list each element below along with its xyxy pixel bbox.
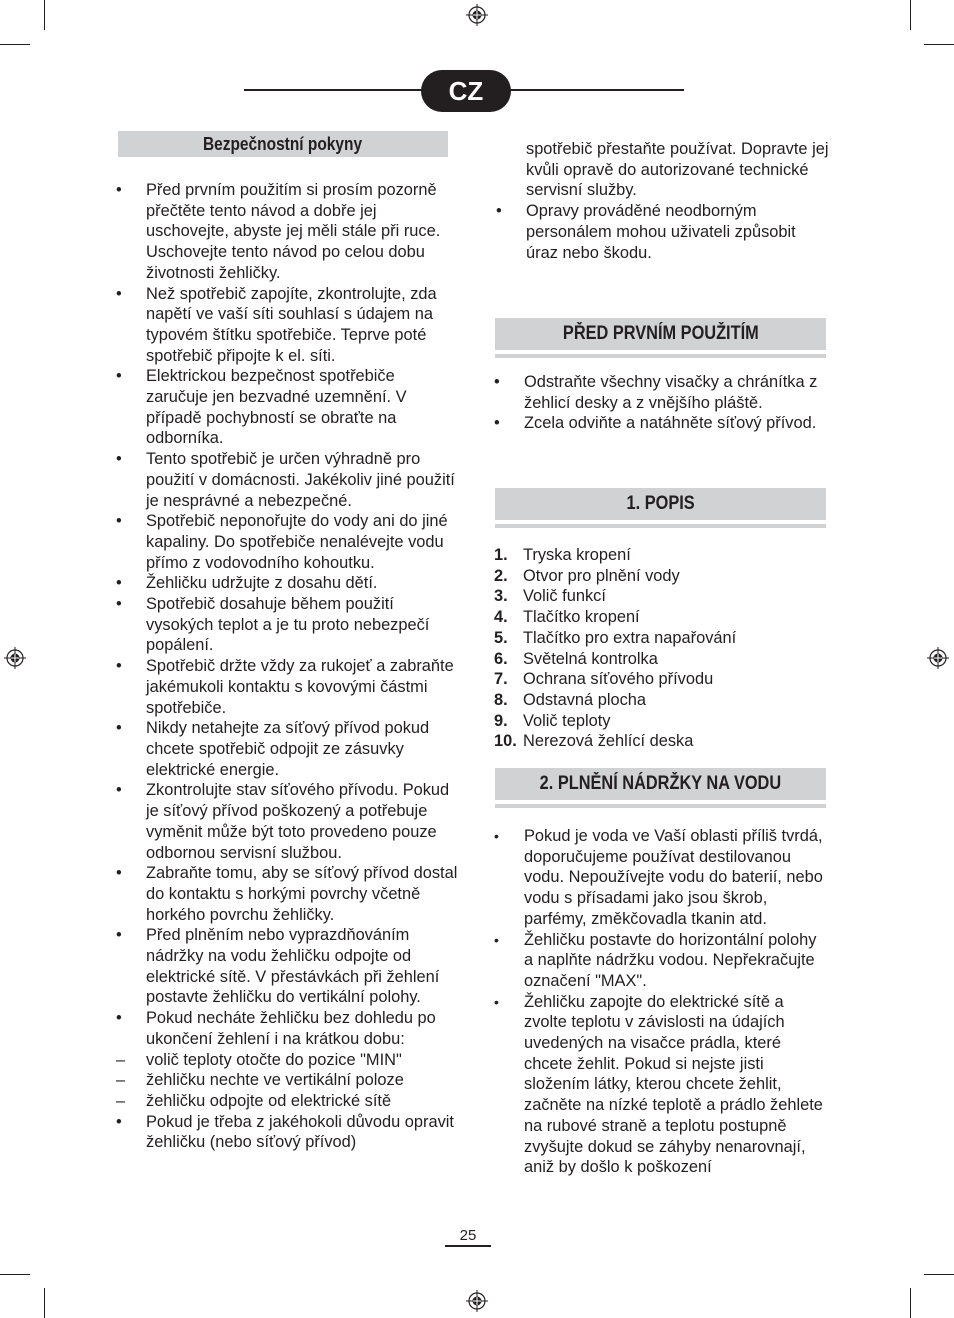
filling-heading-text: 2. PLNĚNÍ NÁDRŽKY NA VODU [539, 773, 782, 794]
crop-mark [924, 1274, 954, 1275]
list-item: 8. Odstavná plocha [494, 690, 647, 709]
bullet-icon: • [494, 373, 500, 391]
bullet-icon: • [116, 1009, 122, 1028]
bullet-icon: • [116, 719, 122, 738]
dash-icon: – [116, 1091, 126, 1110]
list-item: • Opravy prováděné neodborným personálem mohou uživateli způsobit úraz nebo škodu. [496, 202, 796, 262]
bullet-icon: • [494, 414, 500, 433]
list-item: 9. Volič teploty [494, 711, 611, 730]
list-item: 3. Volič funkcí [494, 587, 606, 606]
filling-heading [495, 768, 826, 804]
continuation-list [496, 201, 831, 263]
list-item: • Pokud necháte žehličku bez dohledu po ukončení žehlení i na krátkou dobu: [116, 1009, 436, 1048]
list-item: • Před prvním použitím si prosím pozorně přečtěte tento návod a dobře jej uschovejte, abyste jej měli stále při ruce. Uschovejte tento návod po celou dobu životnosti žehličky. [116, 181, 441, 282]
crop-mark [0, 1274, 30, 1275]
list-item: • Zkontrolujte stav síťového přívodu. Pokud je síťový přívod poškozený a potřebuje vyměnit může být toto provedeno pouze odbornou servisní službou. [116, 781, 450, 862]
list-item: • Zabraňte tomu, aby se síťový přívod dostal do kontaktu s horkými povrchy včetně horkého povrchu žehličky. [116, 864, 458, 924]
bullet-icon: • [494, 993, 499, 1010]
list-item: • Pokud je voda ve Vaší oblasti příliš tvrdá, doporučujeme používat destilovanou vodu. Nepoužívejte vodu do baterií, nebo vodu s přísadami jako jsou škrob, parfémy, změkčovadla tkanin atd. [494, 827, 823, 928]
header-rule-right [498, 89, 684, 91]
parts-list [494, 545, 829, 752]
crop-mark [44, 0, 45, 30]
description-section [494, 545, 829, 752]
bullet-icon: • [116, 1112, 122, 1131]
first-use-heading-text: PŘED PRVNÍM POUŽITÍM [562, 323, 759, 344]
filling-list [494, 826, 829, 1178]
list-item: 5. Tlačítko pro extra napařování [494, 628, 737, 647]
bullet-icon: • [116, 781, 122, 800]
list-item: 7. Ochrana síťového přívodu [494, 670, 714, 689]
list-item: • Elektrickou bezpečnost spotřebiče zaručuje jen bezvadné uzemnění. V případě pochybností se obraťte na odborníka. [116, 367, 407, 448]
bullet-icon: • [494, 828, 499, 844]
list-item: • Tento spotřebič je určen výhradně pro použití v domácnosti. Jakékoliv jiné použití je nesprávné a nebezpečné. [116, 450, 455, 510]
list-item: 4. Tlačítko kropení [494, 608, 640, 627]
list-item: • Nikdy netahejte za síťový přívod pokud chcete spotřebič odpojit ze zásuvky elektrické energie. [116, 719, 430, 779]
bullet-icon: • [116, 657, 122, 676]
list-item: • Spotřebič neponořujte do vody ani do jiné kapaliny. Do spotřebiče nenalévejte vodu přímo z vodovodního kohoutku. [116, 512, 448, 572]
language-badge: CZ [421, 70, 511, 112]
list-item: • Žehličku udržujte z dosahu dětí. [116, 574, 378, 593]
list-item: • Spotřebič držte vždy za rukojeť a zabraňte jakémukoli kontaktu s kovovými částmi spotřebiče. [116, 657, 454, 717]
first-use-section [494, 372, 829, 434]
safety-instructions [116, 180, 461, 1153]
bullet-icon: • [116, 450, 122, 469]
list-item: • Zcela odviňte a natáhněte síťový přívod. [494, 414, 817, 433]
list-item: • Pokud je třeba z jakéhokoli důvodu opravit žehličku (nebo síťový přívod) [116, 1112, 454, 1152]
sub-list [116, 1050, 461, 1112]
safety-heading [118, 131, 448, 157]
description-heading-text: 1. POPIS [626, 493, 695, 514]
sub-list-item: – žehličku odpojte od elektrické sítě [116, 1091, 392, 1110]
safety-list [116, 180, 461, 1050]
crop-mark [910, 0, 911, 30]
page-number: 25 [445, 1227, 491, 1247]
filling-section [494, 826, 829, 1178]
first-use-list [494, 372, 829, 434]
bullet-icon: • [116, 284, 122, 303]
bullet-icon: • [116, 574, 122, 593]
list-item: • Odstraňte všechny visačky a chránítka z žehlicí desky a z vnějšího pláště. [494, 373, 818, 412]
registration-mark-icon [466, 1290, 488, 1312]
sub-list-item: – volič teploty otočte do pozice "MIN" [116, 1050, 402, 1069]
safety-list-end [116, 1112, 461, 1153]
list-item: • Než spotřebič zapojíte, zkontrolujte, zda napětí ve vaší síti souhlasí s údajem na typovém štítku spotřebiče. Teprve poté spotřebič připojte k el. síti. [116, 284, 437, 365]
bullet-icon: • [116, 181, 122, 199]
first-use-heading [495, 318, 826, 354]
description-heading [495, 488, 826, 524]
crop-mark [924, 44, 954, 45]
list-item: • Žehličku postavte do horizontální polohy a naplňte nádržku vodou. Nepřekračujte označení "MAX". [494, 930, 817, 990]
bullet-icon: • [496, 202, 502, 221]
dash-icon: – [116, 1050, 126, 1069]
dash-icon: – [116, 1071, 126, 1090]
bullet-icon: • [116, 367, 122, 386]
crop-mark [44, 1288, 45, 1318]
registration-mark-icon [927, 647, 949, 669]
continuation-text: spotřebič přestaňte používat. Dopravte jej kvůli opravě do autorizované technické servisní služby. [526, 140, 829, 200]
bullet-icon: • [494, 931, 499, 948]
safety-continuation [496, 139, 831, 263]
registration-mark-icon [466, 4, 488, 26]
list-item: 2. Otvor pro plnění vody [494, 566, 680, 585]
list-item: 10. Nerezová žehlící deska [494, 732, 694, 751]
list-item: 1. Tryska kropení [494, 546, 631, 564]
registration-mark-icon [4, 647, 26, 669]
bullet-icon: • [116, 864, 122, 883]
list-item: 6. Světelná kontrolka [494, 649, 658, 668]
safety-heading-text: Bezpečnostní pokyny [203, 133, 363, 154]
crop-mark [0, 44, 30, 45]
header-rule-left [244, 89, 434, 91]
bullet-icon: • [116, 595, 122, 614]
bullet-icon: • [116, 512, 122, 531]
crop-mark [910, 1288, 911, 1318]
sub-list-item: – žehličku nechte ve vertikální poloze [116, 1071, 404, 1090]
list-item: • Spotřebič dosahuje během použití vysokých teplot a je tu proto nebezpečí popálení. [116, 595, 430, 655]
list-item: • Před plněním nebo vyprazdňováním nádržky na vodu žehličku odpojte od elektrické sítě. V přestávkách při žehlení postavte žehličku do vertikální polohy. [116, 926, 440, 1007]
list-item: • Žehličku zapojte do elektrické sítě a zvolte teplotu v závislosti na údajích uvedených na visačce prádla, které chcete žehlit. Pokud si nejste jisti složením látky, kterou chcete žehlit, začněte na nízké teplotě a prádlo žehlete na rubové straně a teplotu postupně zvyšujte dokud se záhyby nenarovnají, aniž by došlo k poškození [494, 992, 823, 1177]
bullet-icon: • [116, 926, 122, 945]
